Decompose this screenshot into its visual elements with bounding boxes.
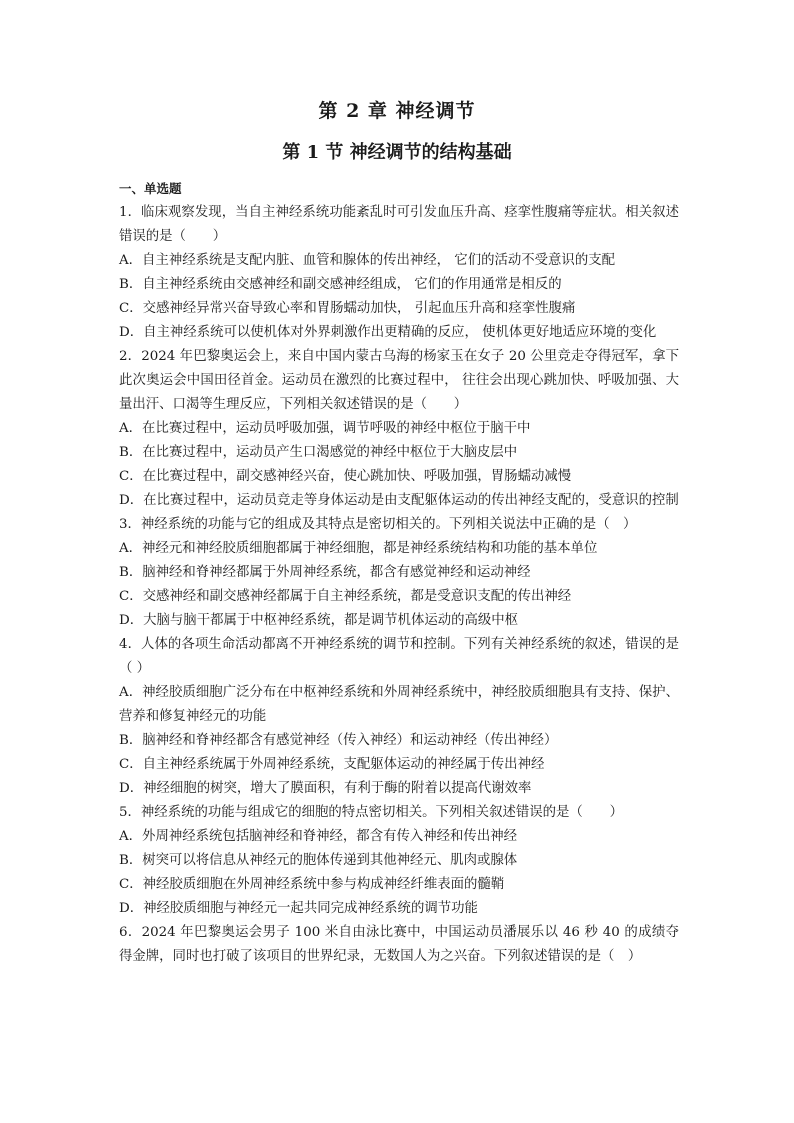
option-b: B．脑神经和脊神经都含有感觉神经（传入神经）和运动神经（传出神经） bbox=[119, 733, 558, 748]
question-stem: 6．2024 年巴黎奥运会男子 100 米自由泳比赛中，中国运动员潘展乐以 46 秒 40 的成绩夺得金牌，同时也打破了该项目的世界纪录，无数国人为之兴奋。下列叙述错误的是（ ） bbox=[119, 925, 679, 964]
option-c: C．交感神经和副交感神经都属于自主神经系统，都是受意识支配的传出神经 bbox=[119, 589, 572, 604]
option-a: A．神经胶质细胞广泛分布在中枢神经系统和外周神经系统中，神经胶质细胞具有支持、保护、营养和修复神经元的功能 bbox=[119, 685, 679, 724]
question-3 bbox=[119, 513, 679, 633]
part-heading: 一、单选题 bbox=[119, 181, 182, 196]
option-c: C．神经胶质细胞在外周神经系统中参与构成神经纤维表面的髓鞘 bbox=[119, 877, 505, 892]
option-d: D．大脑与脑干都属于中枢神经系统，都是调节机体运动的高级中枢 bbox=[119, 613, 519, 628]
option-c: C．在比赛过程中，副交感神经兴奋，使心跳加快、呼吸加强，胃肠蠕动减慢 bbox=[119, 469, 572, 484]
option-d: D．在比赛过程中，运动员竞走等身体运动是由支配躯体运动的传出神经支配的，受意识的控制 bbox=[119, 493, 679, 508]
question-stem: 2．2024 年巴黎奥运会上，来自中国内蒙古乌海的杨家玉在女子 20 公里竞走夺得冠军，拿下此次奥运会中国田径首金。运动员在激烈的比赛过程中， 往往会出现心跳加快、呼吸加强、大量出汗、口渴等生理反应，下列相关叙述错误的是（ ） bbox=[119, 349, 679, 412]
option-b: B．自主神经系统由交感神经和副交感神经组成， 它们的作用通常是相反的 bbox=[119, 277, 562, 292]
option-d: D．神经胶质细胞与神经元一起共同完成神经系统的调节功能 bbox=[119, 901, 478, 916]
question-stem: 1．临床观察发现，当自主神经系统功能紊乱时可引发血压升高、痉挛性腹痛等症状。相关叙述错误的是（ ） bbox=[119, 205, 679, 244]
option-b: B．在比赛过程中，运动员产生口渴感觉的神经中枢位于大脑皮层中 bbox=[119, 445, 518, 460]
section-title: 第 1 节 神经调节的结构基础 bbox=[282, 142, 512, 163]
option-a: A．自主神经系统是支配内脏、血管和腺体的传出神经， 它们的活动不受意识的支配 bbox=[119, 253, 615, 268]
option-a: A．神经元和神经胶质细胞都属于神经细胞，都是神经系统结构和功能的基本单位 bbox=[119, 541, 598, 556]
question-5 bbox=[119, 801, 679, 921]
option-d: D．神经细胞的树突，增大了膜面积，有利于酶的附着以提高代谢效率 bbox=[119, 781, 532, 796]
question-stem: 3．神经系统的功能与它的组成及其特点是密切相关的。下列相关说法中正确的是（ ） bbox=[119, 517, 637, 532]
question-stem: 5．神经系统的功能与组成它的细胞的特点密切相关。下列相关叙述错误的是（ ） bbox=[119, 805, 623, 820]
question-content bbox=[119, 177, 679, 969]
option-c: C．交感神经异常兴奋导致心率和胃肠蠕动加快， 引起血压升高和痉挛性腹痛 bbox=[119, 301, 576, 316]
question-1 bbox=[119, 201, 679, 345]
option-b: B．树突可以将信息从神经元的胞体传递到其他神经元、肌肉或腺体 bbox=[119, 853, 518, 868]
question-6 bbox=[119, 921, 679, 969]
question-2 bbox=[119, 345, 679, 513]
question-stem: 4．人体的各项生命活动都离不开神经系统的调节和控制。下列有关神经系统的叙述，错误的是（ ） bbox=[119, 637, 679, 676]
question-4 bbox=[119, 633, 679, 801]
option-d: D．自主神经系统可以使机体对外界刺激作出更精确的反应， 使机体更好地适应环境的变化 bbox=[119, 325, 657, 340]
option-a: A．外周神经系统包括脑神经和脊神经，都含有传入神经和传出神经 bbox=[119, 829, 517, 844]
option-a: A．在比赛过程中，运动员呼吸加强，调节呼吸的神经中枢位于脑干中 bbox=[119, 421, 531, 436]
option-b: B．脑神经和脊神经都属于外周神经系统，都含有感觉神经和运动神经 bbox=[119, 565, 531, 580]
option-c: C．自主神经系统属于外周神经系统，支配躯体运动的神经属于传出神经 bbox=[119, 757, 545, 772]
chapter-title: 第 2 章 神经调节 bbox=[318, 100, 476, 122]
